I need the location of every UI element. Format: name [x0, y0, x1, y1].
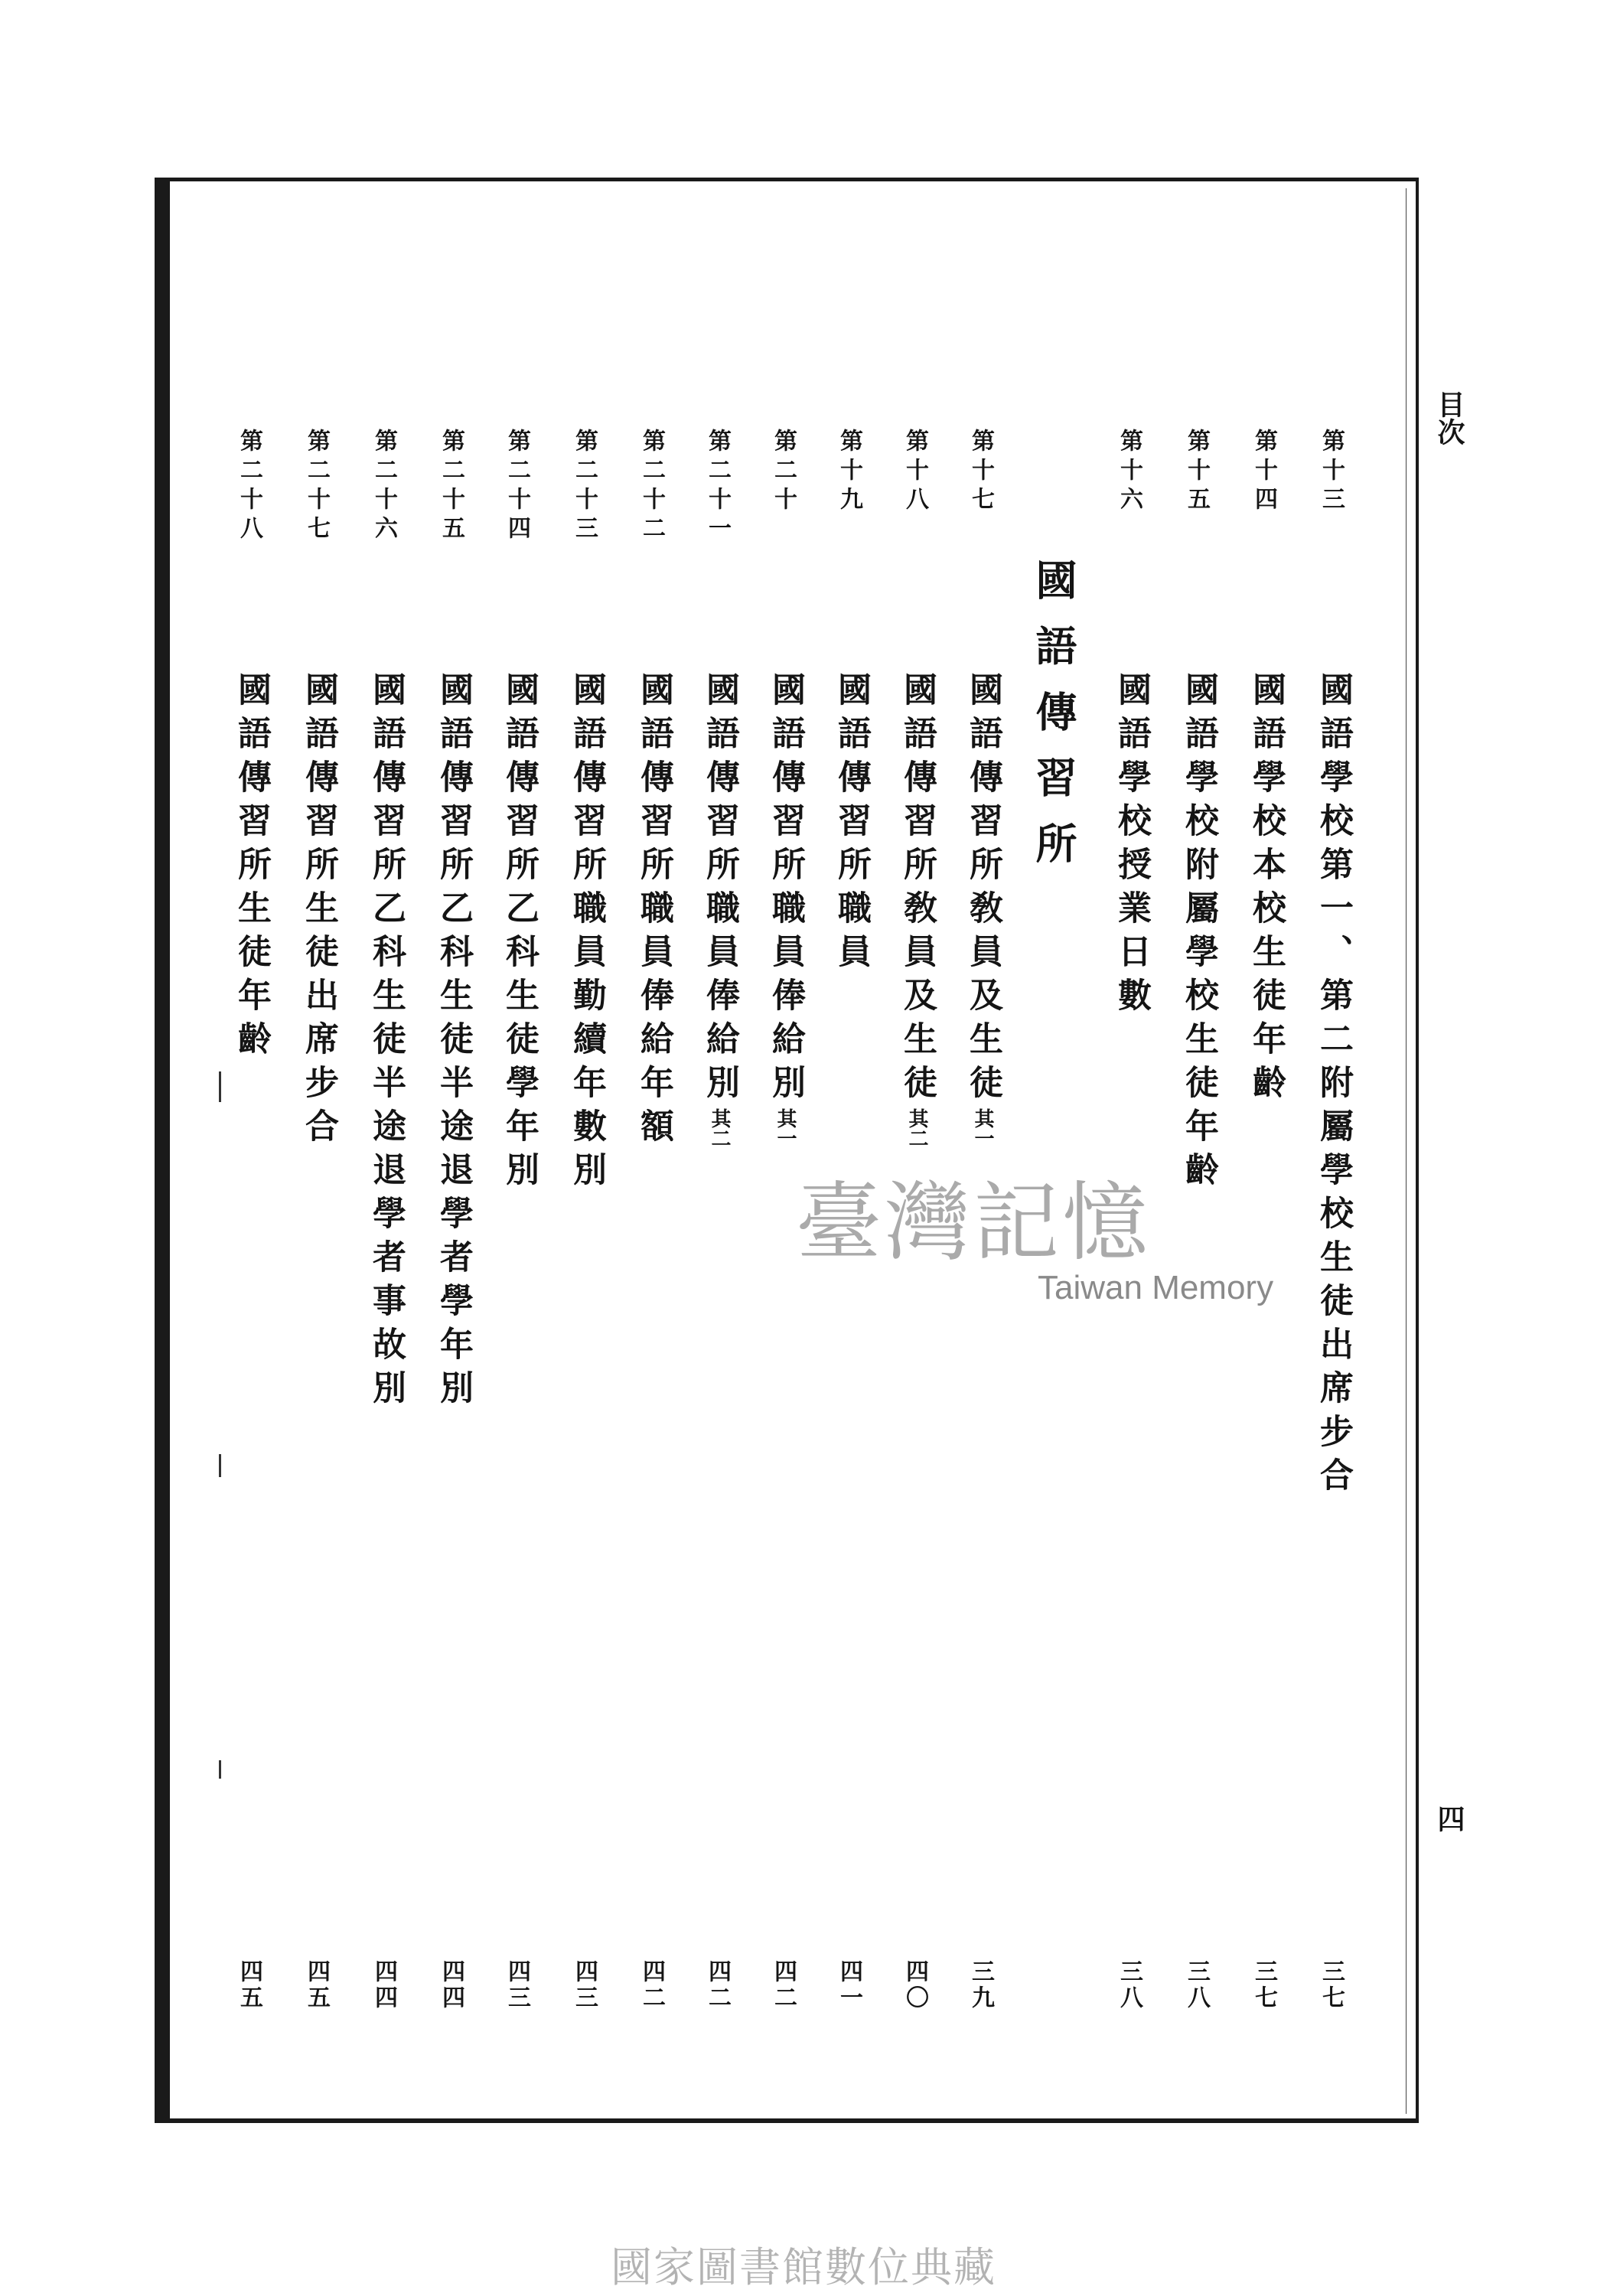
scan-speck [219, 1071, 221, 1102]
toc-entry [569, 429, 615, 2020]
entry-page: 三八 [1183, 1959, 1210, 2011]
entry-title: 國語學校附屬學校生徒年齡 [1179, 672, 1218, 1195]
entry-number: 第二十五 [438, 429, 464, 545]
entry-page: 四五 [236, 1959, 262, 2011]
entry-page: 四三 [504, 1959, 530, 2011]
entry-title: 國語傳習所乙科生徒半途退學者事故別 [367, 672, 406, 1414]
entry-number: 第十三 [1318, 429, 1345, 516]
toc-entry [702, 429, 748, 2020]
entry-page: 三九 [967, 1959, 994, 2011]
entry-page: 三七 [1318, 1959, 1345, 2011]
toc-entry [1249, 429, 1295, 2020]
entry-number: 第二十一 [704, 429, 731, 545]
entry-number: 第二十六 [370, 429, 397, 545]
toc-entry [234, 429, 280, 2020]
entry-number: 第十六 [1116, 429, 1143, 516]
entry-number: 第十七 [967, 429, 994, 516]
entry-title: 國語傳習所職員 [832, 672, 871, 977]
toc-entry [1316, 429, 1362, 2020]
footer-archive-label: 國家圖書館數位典藏 [611, 2243, 996, 2291]
margin-page-number: 四 [1433, 1805, 1465, 1832]
watermark-english: Taiwan Memory [1038, 1269, 1274, 1306]
entry-title: 國語傳習所乙科生徒學年別 [500, 672, 539, 1195]
entry-number: 第十五 [1183, 429, 1210, 516]
entry-title: 國語傳習所職員俸給年額 [634, 672, 673, 1152]
entry-title: 國語傳習所生徒出席步合 [299, 672, 338, 1152]
entry-title: 國語傳習所職員俸給別其一 [766, 672, 805, 1148]
toc-entry [369, 429, 415, 2020]
entry-title: 國語傳習所乙科生徒半途退學者學年別 [434, 672, 473, 1414]
toc-entry [634, 429, 683, 2020]
entry-number: 第十四 [1250, 429, 1277, 516]
entry-number: 第二十三 [571, 429, 598, 545]
entry-page: 三七 [1250, 1959, 1277, 2011]
entry-page: 四三 [571, 1959, 598, 2011]
entry-number: 第二十四 [504, 429, 530, 545]
scan-speck [219, 1760, 221, 1779]
section-heading: 國語傳習所 [1029, 559, 1078, 888]
entry-title: 國語傳習所敎員及生徒其二 [898, 672, 937, 1148]
entry-title: 國語學校第一、第二附屬學校生徒出席步合 [1314, 672, 1353, 1501]
scan-speck [219, 1454, 221, 1477]
toc-entry [1179, 429, 1227, 2020]
margin-header: 目次 [1433, 390, 1465, 445]
entry-page: 四〇 [901, 1959, 928, 2011]
entry-number: 第二十二 [638, 429, 665, 545]
entry-title: 國語傳習所職員勤續年數別 [567, 672, 606, 1195]
entry-number: 第二十八 [236, 429, 262, 545]
entry-page: 四二 [770, 1959, 797, 2011]
entry-page: 四一 [836, 1959, 862, 2011]
entry-number: 第十八 [901, 429, 928, 516]
entry-title: 國語學校本校生徒年齡 [1247, 672, 1286, 1108]
entry-title: 國語學校授業日數 [1112, 672, 1151, 1021]
entry-page: 三八 [1116, 1959, 1143, 2011]
entry-page: 四四 [370, 1959, 397, 2011]
entry-title: 國語傳習所敎員及生徒其一 [963, 672, 1002, 1148]
entry-number: 第二十七 [303, 429, 330, 545]
entry-number: 第十九 [836, 429, 862, 516]
toc-entry [299, 429, 347, 2020]
entry-title: 國語傳習所職員俸給別其二 [700, 672, 739, 1148]
watermark-chinese: 臺灣記憶 [796, 1173, 1151, 1273]
entry-title: 國語傳習所生徒年齡 [232, 672, 271, 1065]
entry-page: 四四 [438, 1959, 464, 2011]
entry-number: 第二十 [770, 429, 797, 516]
entry-page: 四二 [704, 1959, 731, 2011]
entry-page: 四二 [638, 1959, 665, 2011]
entry-page: 四五 [303, 1959, 330, 2011]
toc-entry [436, 429, 482, 2020]
toc-entry [502, 429, 548, 2020]
